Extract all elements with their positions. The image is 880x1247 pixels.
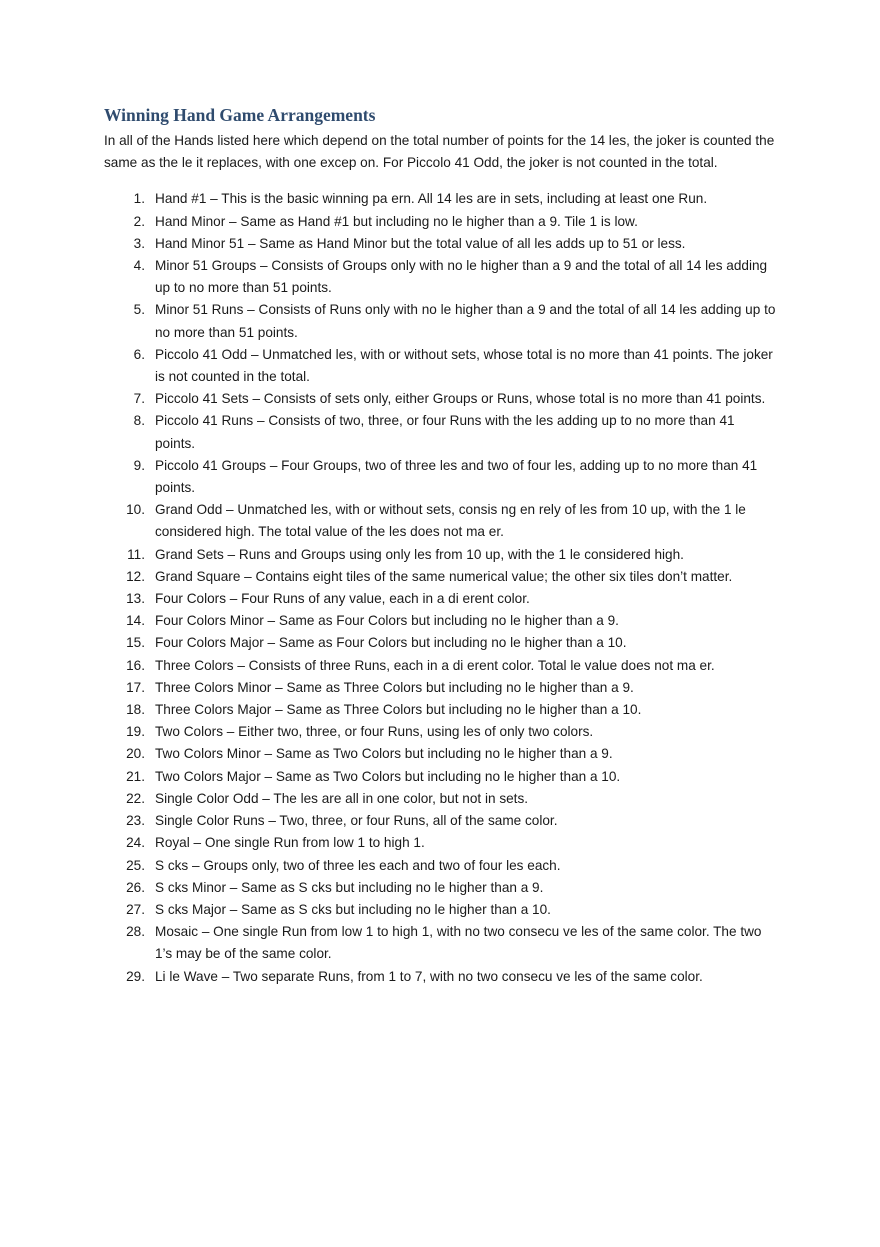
- list-item-number: 1.: [133, 191, 145, 207]
- list-item: [104, 566, 776, 588]
- list-item: [104, 299, 776, 343]
- list-item-text: S cks Minor – Same as S cks but including no le higher than a 9.: [155, 879, 544, 895]
- list-item-number: 14.: [126, 613, 145, 629]
- list-item: [104, 211, 776, 233]
- list-item: [104, 344, 776, 388]
- list-item-text: Three Colors Major – Same as Three Colors but including no le higher than a 10.: [155, 702, 642, 718]
- list-item-number: 29.: [126, 968, 145, 984]
- list-item-text: S cks Major – Same as S cks but including no le higher than a 10.: [155, 901, 551, 917]
- list-item: [104, 255, 776, 299]
- list-item-number: 18.: [126, 702, 145, 718]
- intro-paragraph: In all of the Hands listed here which depend on the total number of points for the 14 les, the joker is counted the same as the le it replaces, with one excep on. For Piccolo 41 Odd, the joker is not counted in the total.: [104, 133, 775, 171]
- list-item: [104, 766, 776, 788]
- list-item-number: 6.: [133, 346, 145, 362]
- list-item: [104, 832, 776, 854]
- list-item-number: 19.: [126, 724, 145, 740]
- list-item: [104, 455, 776, 499]
- list-item: [104, 655, 776, 677]
- list-item-text: Three Colors – Consists of three Runs, each in a di erent color. Total le value does not ma er.: [155, 657, 715, 673]
- list-item: [104, 855, 776, 877]
- list-item: [104, 588, 776, 610]
- list-item: [104, 677, 776, 699]
- list-item-text: Hand #1 – This is the basic winning pa ern. All 14 les are in sets, including at least one Run.: [155, 191, 708, 207]
- list-item-number: 20.: [126, 746, 145, 762]
- list-item-text: Four Colors – Four Runs of any value, each in a di erent color.: [155, 591, 530, 607]
- list-item-number: 10.: [126, 502, 145, 518]
- list-item: [104, 544, 776, 566]
- list-item: [104, 743, 776, 765]
- list-item-text: Li le Wave – Two separate Runs, from 1 to 7, with no two consecu ve les of the same color.: [155, 968, 703, 984]
- list-item-text: Two Colors – Either two, three, or four Runs, using les of only two colors.: [155, 724, 594, 740]
- list-item: [104, 921, 776, 965]
- list-item-text: Mosaic – One single Run from low 1 to high 1, with no two consecu ve les of the same color. The two 1’s may be of the same color.: [155, 924, 762, 962]
- list-item-number: 21.: [126, 768, 145, 784]
- list-item-number: 8.: [133, 413, 145, 429]
- list-item-number: 2.: [133, 213, 145, 229]
- list-item: [104, 899, 776, 921]
- list-item-text: Four Colors Minor – Same as Four Colors but including no le higher than a 9.: [155, 613, 619, 629]
- list-item-text: Royal – One single Run from low 1 to high 1.: [155, 835, 425, 851]
- list-item-number: 27.: [126, 901, 145, 917]
- list-item: [104, 877, 776, 899]
- list-item-number: 4.: [133, 258, 145, 274]
- list-item-text: Piccolo 41 Sets – Consists of sets only, either Groups or Runs, whose total is no more than 41 points.: [155, 391, 766, 407]
- list-item-text: Minor 51 Groups – Consists of Groups only with no le higher than a 9 and the total of all 14 les adding up to no more than 51 points.: [155, 258, 768, 296]
- list-item: [104, 233, 776, 255]
- list-item-text: Grand Odd – Unmatched les, with or without sets, consis ng en rely of les from 10 up, with the 1 le considered high. The total value of the les does not ma er.: [155, 502, 746, 540]
- list-item: [104, 966, 776, 988]
- list-item-text: Single Color Runs – Two, three, or four Runs, all of the same color.: [155, 813, 558, 829]
- list-item-text: Three Colors Minor – Same as Three Colors but including no le higher than a 9.: [155, 679, 634, 695]
- hand-list: [104, 188, 776, 987]
- list-item-text: Hand Minor – Same as Hand #1 but including no le higher than a 9. Tile 1 is low.: [155, 213, 638, 229]
- list-item-number: 7.: [133, 391, 145, 407]
- list-item-number: 17.: [126, 679, 145, 695]
- list-item-number: 12.: [126, 568, 145, 584]
- list-item: [104, 410, 776, 454]
- list-item: [104, 788, 776, 810]
- list-item-number: 26.: [126, 879, 145, 895]
- document-page: [104, 104, 776, 988]
- list-item-number: 25.: [126, 857, 145, 873]
- list-item-number: 24.: [126, 835, 145, 851]
- list-item-text: S cks – Groups only, two of three les each and two of four les each.: [155, 857, 561, 873]
- list-item-text: Single Color Odd – The les are all in one color, but not in sets.: [155, 790, 529, 806]
- list-item-text: Grand Square – Contains eight tiles of the same numerical value; the other six tiles don’t matter.: [155, 568, 733, 584]
- list-item-number: 5.: [133, 302, 145, 318]
- list-item-text: Piccolo 41 Odd – Unmatched les, with or without sets, whose total is no more than 41 points. The joker is not counted in the total.: [155, 346, 773, 385]
- list-item-text: Two Colors Major – Same as Two Colors but including no le higher than a 10.: [155, 768, 621, 784]
- list-item: [104, 721, 776, 743]
- list-item: [104, 188, 776, 210]
- list-item-number: 16.: [126, 657, 145, 673]
- list-item-text: Piccolo 41 Runs – Consists of two, three, or four Runs with the les adding up to no more than 41 points.: [155, 413, 735, 451]
- list-item: [104, 388, 776, 410]
- list-item-text: Four Colors Major – Same as Four Colors but including no le higher than a 10.: [155, 635, 627, 651]
- list-item-text: Piccolo 41 Groups – Four Groups, two of three les and two of four les, adding up to no more than 41 points.: [155, 457, 758, 496]
- list-item-number: 15.: [126, 635, 145, 651]
- list-item-text: Hand Minor 51 – Same as Hand Minor but the total value of all les adds up to 51 or less.: [155, 235, 686, 251]
- list-item-text: Grand Sets – Runs and Groups using only les from 10 up, with the 1 le considered high.: [155, 546, 684, 562]
- list-item-number: 3.: [133, 235, 145, 251]
- list-item-number: 13.: [126, 591, 145, 607]
- list-item-number: 28.: [126, 924, 145, 940]
- list-item-number: 9.: [133, 457, 145, 473]
- list-item-number: 23.: [126, 813, 145, 829]
- list-item: [104, 810, 776, 832]
- list-item: [104, 610, 776, 632]
- list-item: [104, 499, 776, 543]
- list-item-text: Minor 51 Runs – Consists of Runs only with no le higher than a 9 and the total of all 14 les adding up to no more than 51 points.: [155, 302, 776, 340]
- list-item: [104, 699, 776, 721]
- list-item-text: Two Colors Minor – Same as Two Colors but including no le higher than a 9.: [155, 746, 613, 762]
- page-title: Winning Hand Game Arrangements: [104, 105, 376, 125]
- list-item-number: 22.: [126, 790, 145, 806]
- list-item: [104, 632, 776, 654]
- list-item-number: 11.: [127, 546, 145, 562]
